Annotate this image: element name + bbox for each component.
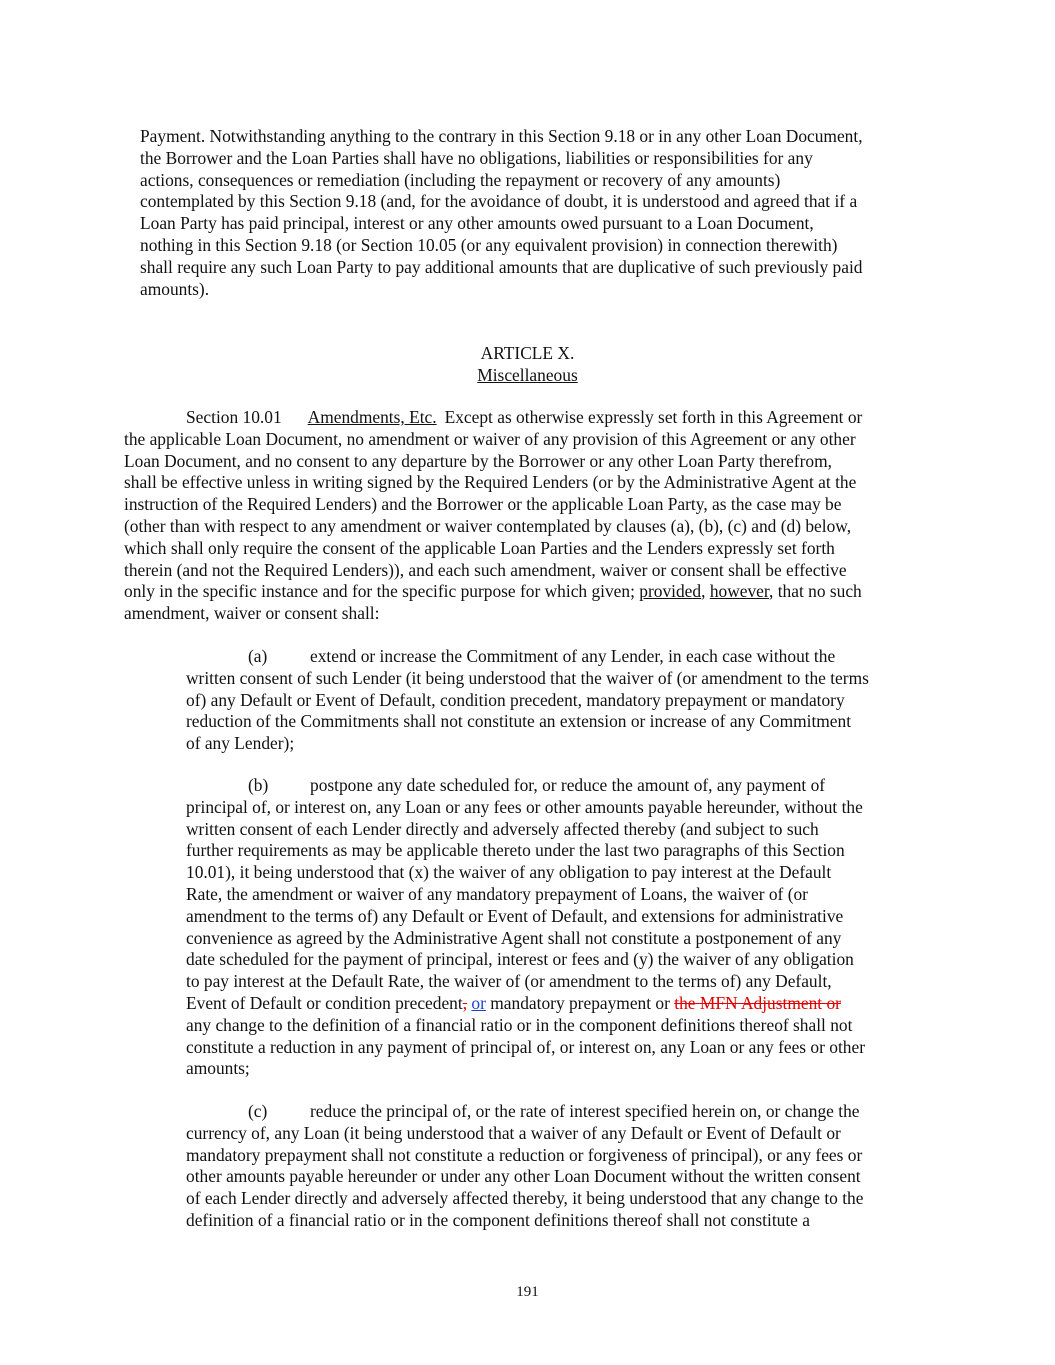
clause-line: other amounts payable hereunder or under any other Loan Document without the written consent bbox=[186, 1166, 861, 1187]
clause-line: written consent of each Lender directly and adversely affected thereby (and subject to such bbox=[186, 818, 819, 839]
intro-line: shall require any such Loan Party to pay additional amounts that are duplicative of such previously paid bbox=[140, 256, 863, 277]
clause-line: currency of, any Loan (it being understood that a waiver of any Default or Event of Default or bbox=[186, 1122, 841, 1143]
clause-c bbox=[186, 1101, 863, 1232]
clause-first-line: (c) reduce the principal of, or the rate of interest specified herein on, or change the bbox=[248, 1101, 860, 1121]
clause-label: (c) bbox=[248, 1101, 268, 1121]
section-line: shall be effective unless in writing signed by the Required Lenders (or by the Administrative Agent at the bbox=[124, 472, 857, 493]
article-number: ARTICLE X. bbox=[480, 343, 575, 363]
section-line: which shall only require the consent of the applicable Loan Parties and the Lenders expressly set forth bbox=[124, 537, 835, 558]
section-label: Section 10.01 bbox=[186, 407, 282, 427]
section-line: instruction of the Required Lenders) and the Borrower or the applicable Loan Party, as the case may be bbox=[124, 494, 842, 515]
clause-label: (b) bbox=[248, 775, 269, 795]
deleted-mfn-adjustment: the MFN Adjustment or bbox=[674, 992, 841, 1013]
clause-line: of any Lender); bbox=[186, 733, 295, 754]
intro-paragraph bbox=[140, 126, 863, 300]
intro-line: contemplated by this Section 9.18 (and, for the avoidance of doubt, it is understood and agreed that if a bbox=[140, 191, 858, 212]
clause-line: further requirements as may be applicable thereto under the last two paragraphs of this Section bbox=[186, 840, 845, 861]
clause-line: definition of a financial ratio or in the component definitions thereof shall not constitute a bbox=[186, 1209, 810, 1230]
clause-line: of) any Default or Event of Default, condition precedent, mandatory prepayment or mandatory bbox=[186, 689, 845, 710]
clause-b bbox=[186, 775, 865, 1080]
clause-line: 10.01), it being understood that (x) the waiver of any obligation to pay interest at the Default bbox=[186, 862, 832, 883]
clause-line: written consent of such Lender (it being understood that the waiver of (or amendment to the terms bbox=[186, 667, 869, 688]
clause-a bbox=[186, 646, 869, 755]
section-proviso-line: only in the specific instance and for the specific purpose for which given; provided, however, that no such bbox=[124, 581, 862, 602]
clause-line: mandatory prepayment shall not constitute a reduction or forgiveness of principal), or any fees or bbox=[186, 1144, 863, 1165]
clause-line: to pay interest at the Default Rate, the waiver of (or amendment to the terms of) any Default, bbox=[186, 971, 832, 992]
redline-line: Event of Default or condition precedent, or mandatory prepayment or the MFN Adjustment or bbox=[186, 992, 841, 1013]
clause-label: (a) bbox=[248, 646, 268, 666]
section-first-line-text: Except as otherwise expressly set forth in this Agreement or bbox=[444, 407, 863, 427]
clause-line: of each Lender directly and adversely affected thereby, it being understood that any change to the bbox=[186, 1188, 864, 1209]
provided-term: provided bbox=[639, 581, 702, 602]
section-line: amendment, waiver or consent shall: bbox=[124, 603, 380, 624]
clause-line: Rate, the amendment or waiver of any mandatory prepayment of Loans, the waiver of (or bbox=[186, 883, 808, 904]
intro-line: amounts). bbox=[140, 278, 210, 299]
clause-line: any change to the definition of a financial ratio or in the component definitions thereof shall not bbox=[186, 1014, 853, 1035]
intro-line: nothing in this Section 9.18 (or Section 10.05 (or any equivalent provision) in connection therewith) bbox=[140, 234, 838, 255]
deleted-comma: , bbox=[462, 992, 468, 1013]
clause-first-line: (b) postpone any date scheduled for, or reduce the amount of, any payment of bbox=[248, 775, 826, 795]
intro-line: the Borrower and the Loan Parties shall have no obligations, liabilities or responsibilities for any bbox=[140, 147, 813, 168]
however-term: however bbox=[709, 581, 769, 602]
article-title: Miscellaneous bbox=[477, 364, 578, 385]
section-line: therein (and not the Required Lenders)), and each such amendment, waiver or consent shall be effective bbox=[124, 559, 847, 580]
article-heading bbox=[0, 343, 1055, 387]
clause-line: constitute a reduction in any payment of principal of, or interest on, any Loan or any fees or other bbox=[186, 1036, 865, 1057]
section-first-line bbox=[124, 407, 862, 429]
section-10-01 bbox=[124, 407, 862, 625]
section-caption: Amendments, Etc. bbox=[307, 407, 437, 427]
page-number: 191 bbox=[516, 1284, 539, 1300]
section-line: the applicable Loan Document, no amendment or waiver of any provision of this Agreement or any other bbox=[124, 428, 856, 449]
section-line: (other than with respect to any amendment or waiver contemplated by clauses (a), (b), (c) and (d) below, bbox=[124, 515, 852, 536]
clause-line: date scheduled for the payment of principal, interest or fees and (y) the waiver of any obligation bbox=[186, 949, 854, 970]
intro-line: Payment. Notwithstanding anything to the contrary in this Section 9.18 or in any other Loan Document, bbox=[140, 126, 863, 146]
clause-line: principal of, or interest on, any Loan or any fees or other amounts payable hereunder, without the bbox=[186, 796, 863, 817]
clause-line: amendment to the terms of) any Default or Event of Default, and extensions for administrative bbox=[186, 905, 844, 926]
inserted-or: or bbox=[471, 992, 486, 1013]
clause-line: reduction of the Commitments shall not constitute an extension or increase of any Commitment bbox=[186, 711, 852, 732]
clause-line: amounts; bbox=[186, 1058, 250, 1079]
section-line: Loan Document, and no consent to any departure by the Borrower or any other Loan Party therefrom, bbox=[124, 450, 832, 471]
intro-line: Loan Party has paid principal, interest or any other amounts owed pursuant to a Loan Document, bbox=[140, 213, 814, 234]
intro-line: actions, consequences or remediation (including the repayment or recovery of any amounts) bbox=[140, 169, 781, 190]
clause-line: convenience as agreed by the Administrative Agent shall not constitute a postponement of any bbox=[186, 927, 842, 948]
clause-first-line: (a) extend or increase the Commitment of any Lender, in each case without the bbox=[248, 646, 836, 666]
